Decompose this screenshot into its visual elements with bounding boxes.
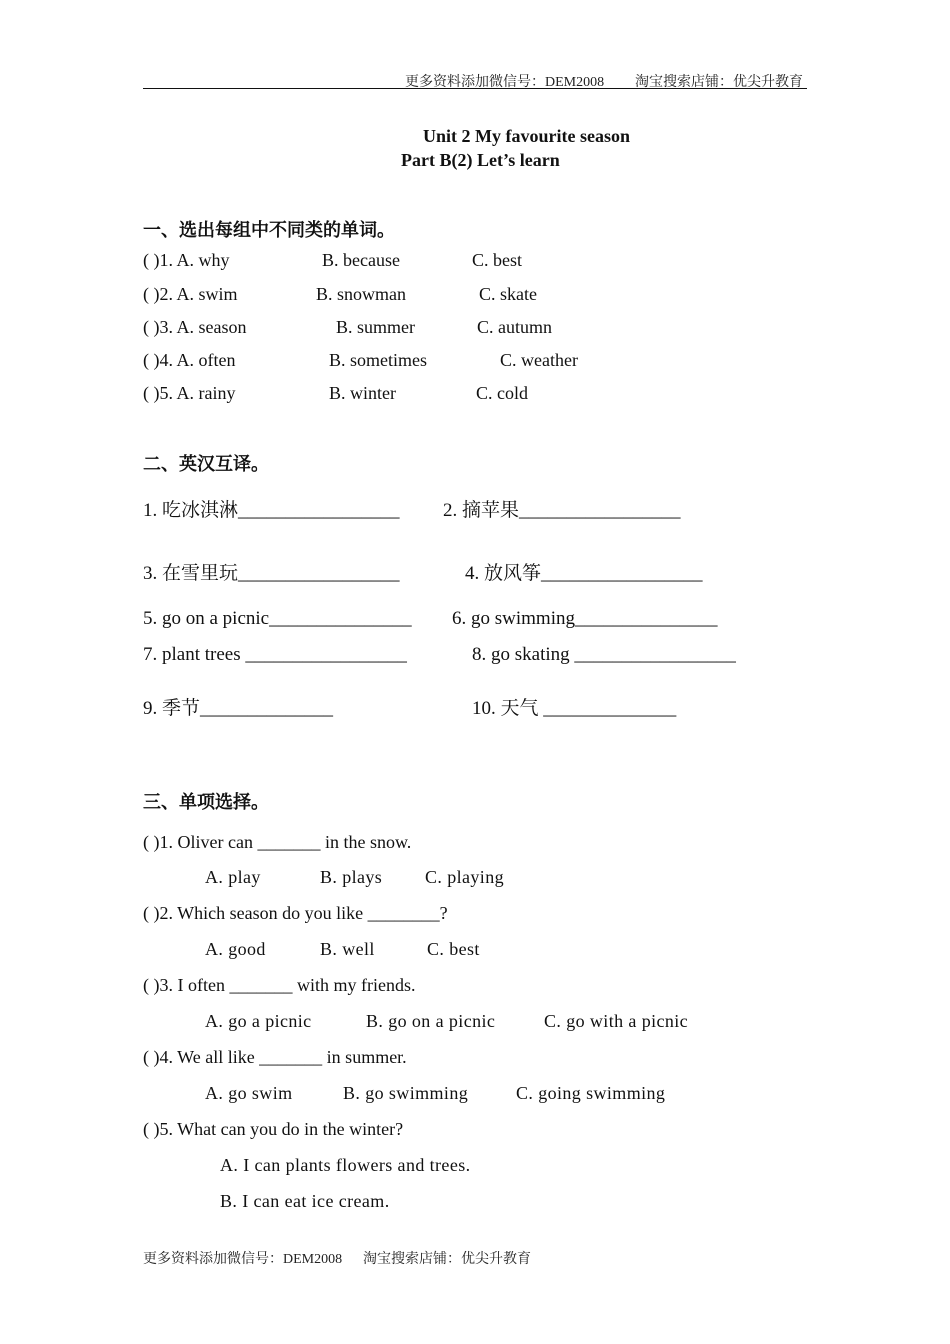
s1-q1-a: ( )1. A. why	[143, 250, 230, 270]
s2-item-1: 1. 吃冰淇淋_________________	[143, 500, 400, 521]
s1-q5-b: B. winter	[329, 383, 396, 403]
s2-item-9: 9. 季节______________	[143, 698, 334, 719]
s3-q2-option-a: A. good	[205, 939, 266, 959]
s1-q2-b: B. snowman	[316, 284, 406, 304]
s3-q3-option-b: B. go on a picnic	[366, 1011, 496, 1031]
section1-heading: 一、选出每组中不同类的单词。	[143, 220, 395, 241]
title-unit: Unit 2 My favourite season	[423, 126, 630, 146]
section2-heading: 二、英汉互译。	[143, 454, 269, 475]
s2-item-10: 10. 天气 ______________	[472, 698, 677, 719]
s1-q1-c: C. best	[472, 250, 523, 270]
s2-item-6: 6. go swimming_______________	[452, 608, 718, 629]
s1-q2-c: C. skate	[479, 284, 537, 304]
s2-item-7: 7. plant trees _________________	[143, 644, 407, 665]
s1-q3-b: B. summer	[336, 317, 415, 337]
s2-item-5: 5. go on a picnic_______________	[143, 608, 412, 629]
s1-q4-a: ( )4. A. often	[143, 350, 236, 370]
s3-q5-option-a: A. I can plants flowers and trees.	[220, 1155, 471, 1175]
s3-q2-option-c: C. best	[427, 939, 480, 959]
s3-q4-option-a: A. go swim	[205, 1083, 293, 1103]
s1-q3-a: ( )3. A. season	[143, 317, 247, 337]
s3-q2-option-b: B. well	[320, 939, 375, 959]
s3-q3-stem: ( )3. I often _______ with my friends.	[143, 975, 416, 995]
s3-q4-option-c: C. going swimming	[516, 1083, 666, 1103]
s1-q2-a: ( )2. A. swim	[143, 284, 238, 304]
section3-heading: 三、单项选择。	[143, 792, 269, 813]
s3-q2-stem: ( )2. Which season do you like ________?	[143, 903, 448, 923]
header-shop: 淘宝搜索店铺：优尖升教育	[635, 75, 803, 90]
s2-item-3: 3. 在雪里玩_________________	[143, 563, 400, 584]
s2-item-4: 4. 放风筝_________________	[465, 563, 703, 584]
footer-shop: 淘宝搜索店铺：优尖升教育	[363, 1252, 531, 1267]
s2-item-8: 8. go skating _________________	[472, 644, 736, 665]
s3-q1-option-b: B. plays	[320, 867, 383, 887]
s1-q4-c: C. weather	[500, 350, 578, 370]
header-divider	[143, 88, 807, 89]
s3-q3-option-c: C. go with a picnic	[544, 1011, 689, 1031]
s3-q1-option-c: C. playing	[425, 867, 504, 887]
s1-q1-b: B. because	[322, 250, 400, 270]
s3-q3-option-a: A. go a picnic	[205, 1011, 312, 1031]
s1-q4-b: B. sometimes	[329, 350, 427, 370]
s1-q3-c: C. autumn	[477, 317, 552, 337]
s3-q5-option-b: B. I can eat ice cream.	[220, 1191, 390, 1211]
s3-q1-option-a: A. play	[205, 867, 261, 887]
footer-wechat: 更多资料添加微信号：DEM2008	[143, 1252, 343, 1267]
title-part: Part B(2) Let’s learn	[401, 150, 560, 170]
header-wechat: 更多资料添加微信号：DEM2008	[405, 75, 605, 90]
s3-q1-stem: ( )1. Oliver can _______ in the snow.	[143, 832, 412, 852]
s3-q4-stem: ( )4. We all like _______ in summer.	[143, 1047, 407, 1067]
s1-q5-c: C. cold	[476, 383, 528, 403]
s3-q4-option-b: B. go swimming	[343, 1083, 469, 1103]
s1-q5-a: ( )5. A. rainy	[143, 383, 236, 403]
s2-item-2: 2. 摘苹果_________________	[443, 500, 681, 521]
s3-q5-stem: ( )5. What can you do in the winter?	[143, 1119, 404, 1139]
